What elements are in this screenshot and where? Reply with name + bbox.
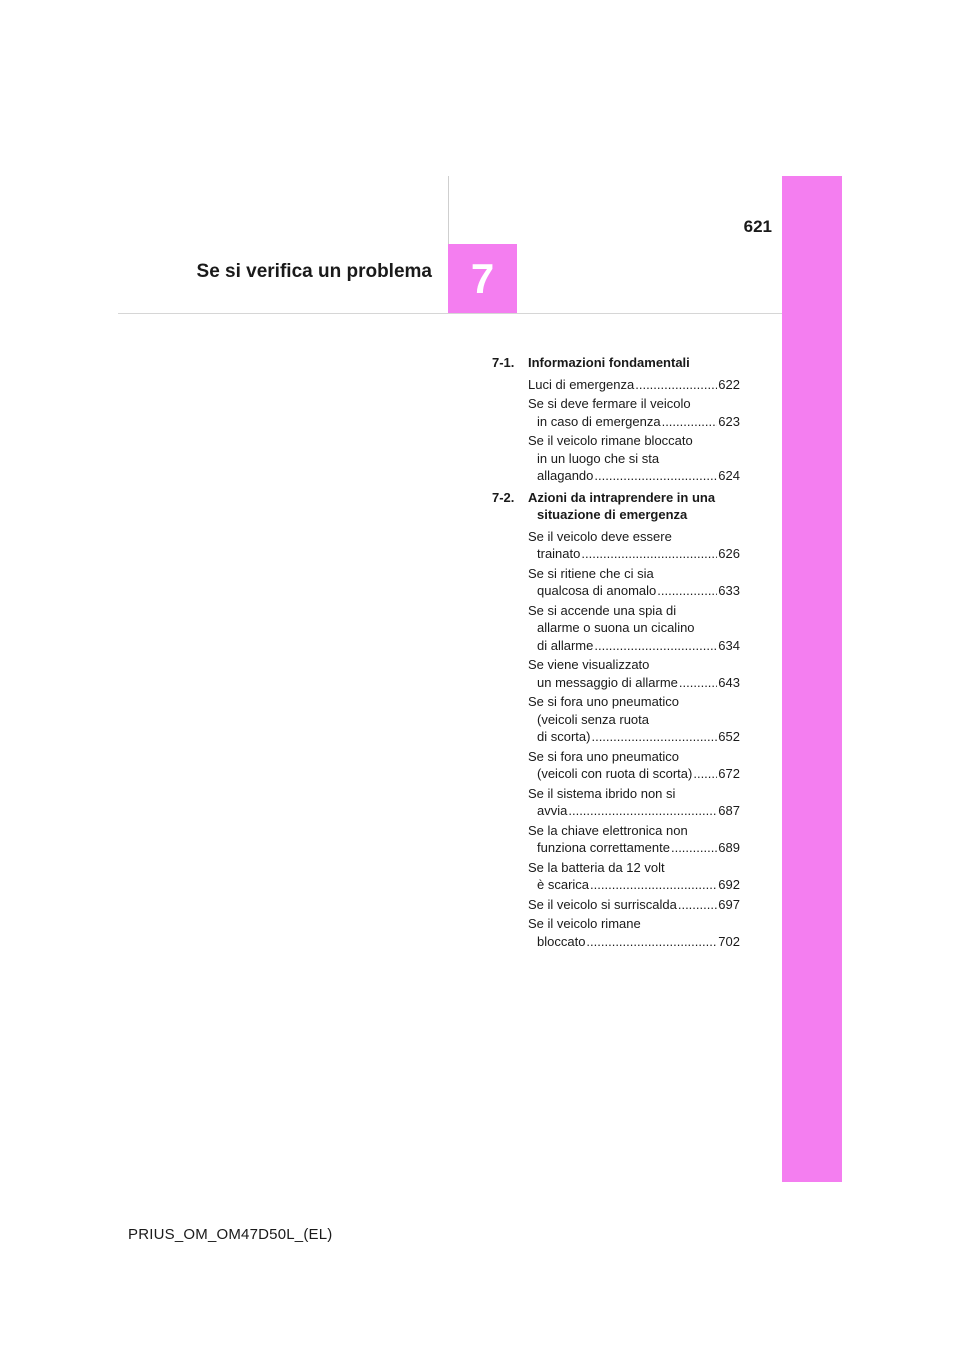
toc-entry-line — [528, 582, 740, 600]
toc-entry-line — [528, 896, 740, 914]
toc-leader-dots — [657, 582, 717, 600]
toc-entry-line — [528, 876, 740, 894]
toc-entry-page: 652 — [718, 729, 740, 744]
toc-entry[interactable] — [528, 376, 740, 394]
chapter-sidebar-tab — [782, 176, 842, 1182]
toc-entry-line: Se il veicolo deve essere — [528, 528, 672, 544]
toc-entry-page: 689 — [718, 840, 740, 855]
toc-entry-line: (veicoli senza ruota — [537, 711, 649, 727]
toc-entry-line — [528, 839, 740, 857]
toc-entry-text: di scorta) — [537, 729, 591, 744]
toc-section-title-line: Informazioni fondamentali — [528, 355, 690, 370]
toc-leader-dots — [594, 637, 717, 655]
toc-leader-dots — [671, 839, 717, 857]
toc-entry-line: Se viene visualizzato — [528, 657, 650, 672]
toc-section-number: 7-2. — [492, 489, 515, 505]
page-number: 621 — [743, 217, 772, 236]
toc-entry[interactable] — [528, 528, 740, 563]
toc-entry-line — [528, 765, 740, 783]
toc-entry-line: Se il veicolo rimane — [528, 916, 641, 931]
header-vertical-divider — [448, 176, 449, 244]
toc-entry-line: Se si fora uno pneumatico — [528, 694, 680, 709]
chapter-number: 7 — [470, 254, 495, 302]
toc-entry-page: 643 — [718, 674, 740, 690]
toc-entry[interactable] — [528, 785, 740, 820]
toc-entry-line: Se il veicolo rimane bloccato — [528, 433, 693, 448]
toc-entry-text: qualcosa di anomalo — [537, 583, 657, 598]
toc-section-title-line: situazione di emergenza — [537, 507, 688, 522]
toc-leader-dots — [586, 933, 717, 951]
toc-entry-line: Se la chiave elettronica non — [528, 822, 688, 838]
toc-entry-text: Luci di emergenza — [528, 376, 635, 392]
toc-entry-text: allagando — [537, 468, 594, 483]
document-code: PRIUS_OM_OM47D50L_(EL) — [128, 1226, 333, 1243]
table-of-contents — [492, 354, 740, 954]
toc-entry-line — [528, 376, 740, 394]
toc-entry-line — [528, 637, 740, 655]
toc-leader-dots — [590, 876, 717, 894]
toc-entry-page: 692 — [718, 877, 740, 892]
toc-entry-line: in un luogo che si sta — [537, 450, 660, 466]
toc-section — [492, 489, 740, 951]
toc-leader-dots — [679, 674, 717, 692]
toc-entry[interactable] — [528, 602, 740, 655]
toc-entry-text: bloccato — [537, 933, 586, 949]
toc-section-heading — [492, 489, 740, 524]
chapter-title: Se si verifica un problema — [196, 261, 432, 282]
toc-entry-text: Se il veicolo si surriscalda — [528, 896, 677, 912]
toc-entry-line: Se si fora uno pneumatico — [528, 748, 680, 764]
toc-entry[interactable] — [528, 395, 740, 430]
toc-entry-page: 687 — [718, 803, 740, 818]
toc-entry-line: allarme o suona un cicalino — [537, 620, 695, 635]
toc-entry-line: Se si accende una spia di — [528, 602, 677, 618]
toc-entry-page: 672 — [718, 766, 740, 781]
toc-leader-dots — [594, 467, 717, 485]
toc-entry-page: 624 — [718, 468, 740, 483]
toc-entry[interactable] — [528, 859, 740, 894]
toc-entry-text: avvia — [537, 803, 568, 818]
toc-entry-page: 702 — [718, 933, 740, 949]
toc-entry-text: è scarica — [537, 877, 590, 892]
toc-entry[interactable] — [528, 915, 740, 950]
toc-entry-page: 697 — [718, 896, 740, 912]
header-rule — [118, 313, 782, 314]
toc-entry-line — [528, 413, 740, 431]
toc-entry-text: un messaggio di allarme — [537, 674, 678, 690]
toc-section-title — [528, 489, 740, 524]
toc-entry-line: Se il sistema ibrido non si — [528, 785, 676, 801]
chapter-number-box — [448, 244, 517, 313]
toc-section-title — [528, 354, 740, 372]
toc-leader-dots — [591, 728, 717, 746]
toc-entry[interactable] — [528, 656, 740, 691]
toc-section-heading — [492, 354, 740, 372]
toc-entry-text: trainato — [537, 546, 581, 561]
toc-entry-line — [528, 728, 740, 746]
toc-entry-line: Se la batteria da 12 volt — [528, 859, 665, 875]
toc-leader-dots — [635, 376, 717, 394]
toc-leader-dots — [678, 896, 717, 914]
toc-entry-line — [528, 467, 740, 485]
toc-entry-page: 633 — [718, 583, 740, 598]
toc-entry[interactable] — [528, 432, 740, 485]
toc-entry-line: Se si ritiene che ci sia — [528, 565, 654, 581]
toc-section-title-line: Azioni da intraprendere in una — [528, 489, 716, 505]
toc-entry[interactable] — [528, 822, 740, 857]
toc-entry-text: funziona correttamente — [537, 840, 670, 855]
toc-entry-page: 626 — [718, 546, 740, 561]
toc-entry-page: 634 — [718, 637, 740, 653]
toc-leader-dots — [581, 545, 717, 563]
toc-entry-line — [528, 802, 740, 820]
toc-entry[interactable] — [528, 748, 740, 783]
toc-entry-page: 622 — [718, 376, 740, 392]
toc-leader-dots — [662, 413, 718, 431]
toc-entry[interactable] — [528, 565, 740, 600]
toc-entry[interactable] — [528, 896, 740, 914]
toc-leader-dots — [568, 802, 717, 820]
toc-entry-text: (veicoli con ruota di scorta) — [537, 766, 693, 781]
toc-entry-line — [528, 674, 740, 692]
toc-entry-line: Se si deve fermare il veicolo — [528, 396, 691, 411]
toc-entry-text: di allarme — [537, 637, 594, 653]
toc-entry-line — [528, 545, 740, 563]
toc-entry[interactable] — [528, 693, 740, 746]
toc-section-number: 7-1. — [492, 355, 515, 370]
toc-entry-text: in caso di emergenza — [537, 413, 661, 429]
toc-leader-dots — [693, 765, 717, 783]
toc-entry-page: 623 — [718, 413, 740, 429]
toc-entry-line — [528, 933, 740, 951]
toc-section — [492, 354, 740, 485]
